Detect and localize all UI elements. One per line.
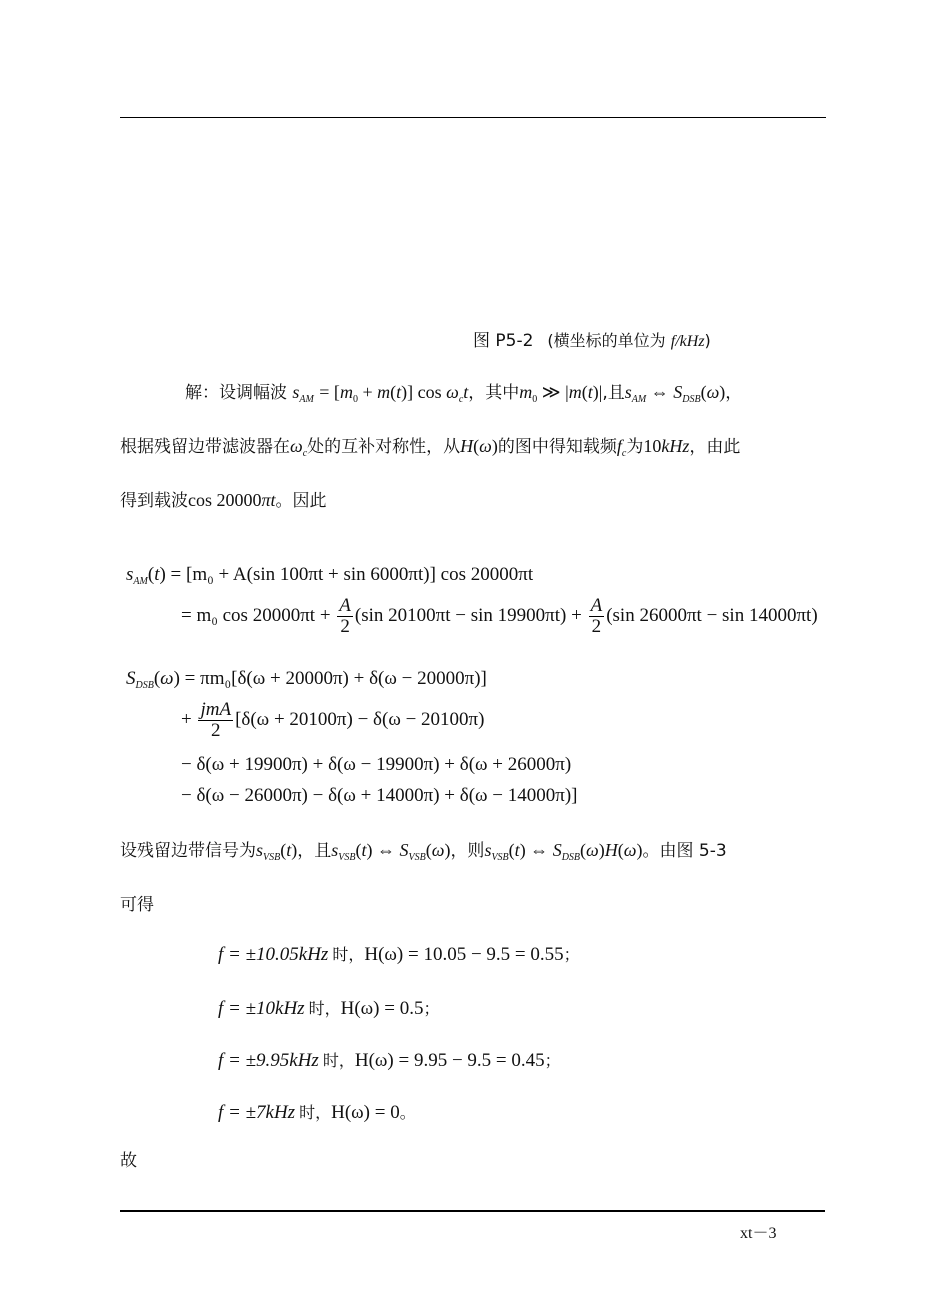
solution-paragraph-6: 故 xyxy=(120,1151,137,1171)
result-line-1: f = ±10.05kHz 时，H(ω) = 10.05 − 9.5 = 0.55； xyxy=(218,944,580,965)
result-line-4: f = ±7kHz 时，H(ω) = 0。 xyxy=(218,1102,416,1123)
solution-paragraph-3: 得到载波cos 20000πt。因此 xyxy=(120,490,327,511)
unit-note: (横坐标的单位为 f/kHz) xyxy=(547,331,711,350)
solution-paragraph-5: 可得 xyxy=(120,895,154,915)
result-line-3: f = ±9.95kHz 时，H(ω) = 9.95 − 9.5 = 0.45； xyxy=(218,1050,561,1071)
result-line-2: f = ±10kHz 时，H(ω) = 0.5； xyxy=(218,998,440,1019)
solution-paragraph-2: 根据残留边带滤波器在$\omega_c$处的互补对称性，从H(ω)的图中得知载频$f_c$为10kHz，由此 xyxy=(120,436,741,459)
sdsb-equation-line-1: $S_{DSB}(\omega) = \pi m_0[\delta(\omega + 20000\pi) + \delta(\omega - 20000\pi)]$ xyxy=(126,668,487,691)
sdsb-equation-line-3: − δ(ω + 19900π) + δ(ω − 19900π) + δ(ω + 26000π) xyxy=(181,754,572,775)
header-rule xyxy=(120,117,826,118)
footer-rule xyxy=(120,1210,825,1212)
sam-equation-line-1: $s_{AM}(t) = [m_0 + A(\sin$ 100πt + sin 6000πt)] cos 20000πt xyxy=(126,564,534,587)
figure-label: 图 P5-2 xyxy=(473,331,534,351)
solution-paragraph-4: 设残留边带信号为$s_{VSB}(t)$，且$s_{VSB}(t)$ ⇔ $S_{VSB}(\omega)$，则$s_{VSB}(t)$ ⇔ $S_{DSB}(\omega)H(\omega)$。由图 5-3 xyxy=(120,840,727,863)
figure-caption xyxy=(473,326,711,351)
page-number: xt－3 xyxy=(740,1225,777,1242)
sdsb-equation-line-4: − δ(ω − 26000π) − δ(ω + 14000π) + δ(ω − 14000π)] xyxy=(181,785,578,806)
sdsb-equation-line-2: + $\frac{\text{jmA}}{2}$ [δ(ω + 20100π) − δ(ω − 20100π) xyxy=(181,699,485,741)
solution-paragraph-1: 解：设调幅波 $s_{AM} = [m_0 + m(t)]$ $\cos \omega_ct$，其中$m_0$ ≫ |m(t)|,且$s_{AM}$ ⇔ $S_{DSB}(\omega)$， xyxy=(185,382,743,405)
sam-equation-line-2: = m₀ cos 20000πt + $\frac{A}{2}$ (sin 20100πt − sin 19900πt) + $\frac{A}{2}$ (sin 26000πt − sin 14000πt) xyxy=(181,595,818,637)
